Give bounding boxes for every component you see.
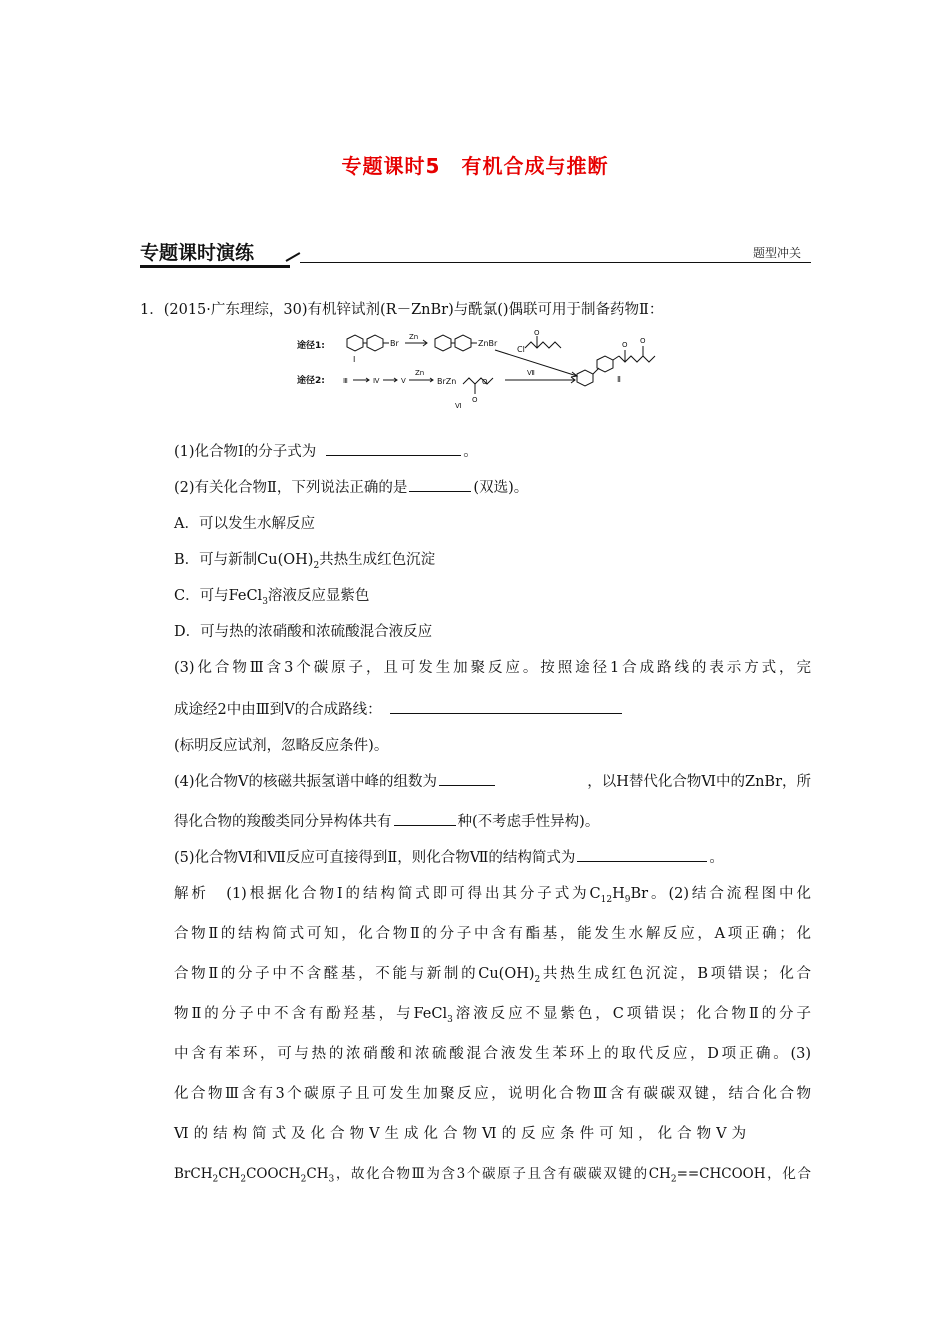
arrow-line	[495, 350, 577, 376]
option-b: B．可与新制$Cu(OH)_2$共热生成红色沉淀	[174, 552, 436, 571]
option-c: C．可与FeCl$_3$溶液反应显紫色	[174, 588, 370, 607]
section-heading: 专题课时演练	[140, 242, 255, 264]
question-part-1: (1)化合物Ⅰ的分子式为 。	[174, 440, 478, 461]
compound-1-label: Ⅰ	[353, 355, 356, 364]
question-part-4-line2: 得化合物的羧酸类同分异构体共有 种(不考虑手性异构)。	[174, 810, 599, 831]
svg-text:O: O	[640, 337, 646, 345]
acyl-chain	[525, 342, 561, 348]
reagent-zn-2: Zn	[415, 369, 425, 377]
svg-text:O: O	[472, 396, 478, 404]
svg-text:O: O	[534, 329, 540, 337]
benzene-ring	[455, 335, 471, 351]
question-part-5: (5)化合物Ⅵ和Ⅶ反应可直接得到Ⅱ，则化合物Ⅶ的结构简式为 。	[174, 846, 724, 867]
section-tag: 题型冲关	[752, 246, 801, 260]
analysis-line-5: 中含有苯环，可与热的浓硝酸和浓硫酸混合液发生苯环上的取代反应，D项正确。(3)	[174, 1046, 811, 1062]
analysis-line-1: 解析 (1)根据化合物Ⅰ的结构简式即可得出其分子式为$C_{12}H_9Br$。(2)结合流程图中化	[174, 886, 811, 905]
product-chain	[619, 356, 655, 362]
benzene-ring	[577, 370, 593, 386]
benzene-ring	[435, 335, 451, 351]
reaction-diagram	[295, 328, 735, 410]
svg-text:Ⅳ: Ⅳ	[373, 377, 380, 385]
question-part-3-line1: (3)化合物Ⅲ含3个碳原子，且可发生加聚反应。按照途径1合成路线的表示方式，完	[174, 660, 811, 676]
svg-text:Cl: Cl	[517, 345, 525, 354]
answer-blank-4[interactable]	[439, 771, 495, 786]
analysis-line-2: 合物Ⅱ的结构简式可知，化合物Ⅱ的分子中含有酯基，能发生水解反应，A项正确；化	[174, 926, 811, 942]
answer-blank-1[interactable]	[326, 441, 461, 456]
section-header	[140, 238, 811, 268]
analysis-line-7: Ⅵ的结构简式及化合物Ⅴ生成化合物Ⅵ的反应条件可知，化合物Ⅴ为	[174, 1126, 752, 1142]
question-part-3-line3: (标明反应试剂，忽略反应条件)。	[174, 738, 389, 754]
option-d: D．可与热的浓硝酸和浓硫酸混合液反应	[174, 624, 433, 640]
analysis-line-6: 化合物Ⅲ含有3个碳原子且可发生加聚反应，说明化合物Ⅲ含有碳碳双键，结合化合物	[174, 1086, 811, 1102]
heading-rule-thick	[140, 265, 290, 268]
answer-blank-2[interactable]	[409, 477, 471, 492]
question-part-3-line2: 成途经2中由Ⅲ到Ⅴ的合成路线：	[174, 698, 624, 719]
benzene-ring	[367, 335, 383, 351]
svg-text:O: O	[482, 378, 488, 386]
heading-rule-slant	[286, 252, 301, 262]
benzene-ring	[597, 356, 613, 372]
route2-label: 途径2:	[297, 376, 325, 386]
svg-text:Br: Br	[390, 339, 399, 348]
page-title: 专题课时5 有机合成与推断	[341, 154, 609, 178]
question-intro: 1．(2015·广东理综，30)有机锌试剂(R－ZnBr)与酰氯()偶联可用于制备药物Ⅱ：	[140, 302, 664, 318]
svg-text:BrZn: BrZn	[437, 377, 457, 386]
analysis-line-4: 物Ⅱ的分子中不含有酚羟基，与FeCl$_3$溶液反应不显紫色，C项错误；化合物Ⅱ的分子	[174, 1006, 812, 1025]
route1-label: 途径1:	[297, 341, 325, 351]
benzene-ring	[347, 335, 363, 351]
svg-text:Ⅲ: Ⅲ	[343, 377, 348, 385]
analysis-line-3: 合物Ⅱ的分子中不含醛基，不能与新制的$Cu(OH)_2$共热生成红色沉淀，B项错误；化合	[174, 966, 811, 985]
answer-blank-6[interactable]	[577, 847, 707, 862]
compound-2-label: Ⅱ	[617, 375, 621, 384]
svg-text:ZnBr: ZnBr	[478, 339, 498, 348]
question-part-2: (2)有关化合物Ⅱ，下列说法正确的是 (双选)。	[174, 476, 528, 497]
answer-blank-3[interactable]	[390, 699, 622, 714]
zinc-chain	[463, 378, 493, 384]
reagent-zn-1: Zn	[409, 333, 419, 341]
svg-text:O: O	[622, 341, 628, 349]
analysis-line-8: $BrCH_2CH_2COOCH_2CH_3$，故化合物Ⅲ为含3个碳原子且含有碳碳双键的$CH_2==CHCOOH$，化合	[174, 1166, 811, 1185]
compound-6-label: Ⅵ	[455, 402, 462, 410]
svg-text:Ⅴ: Ⅴ	[401, 377, 406, 385]
option-a: A．可以发生水解反应	[174, 516, 315, 532]
question-part-4-line1: (4)化合物Ⅴ的核磁共振氢谱中峰的组数为 ，以H替代化合物Ⅵ中的ZnBr，所	[174, 770, 811, 791]
compound-7-label: Ⅶ	[527, 369, 535, 377]
answer-blank-5[interactable]	[394, 811, 456, 826]
heading-rule-thin	[300, 262, 811, 263]
